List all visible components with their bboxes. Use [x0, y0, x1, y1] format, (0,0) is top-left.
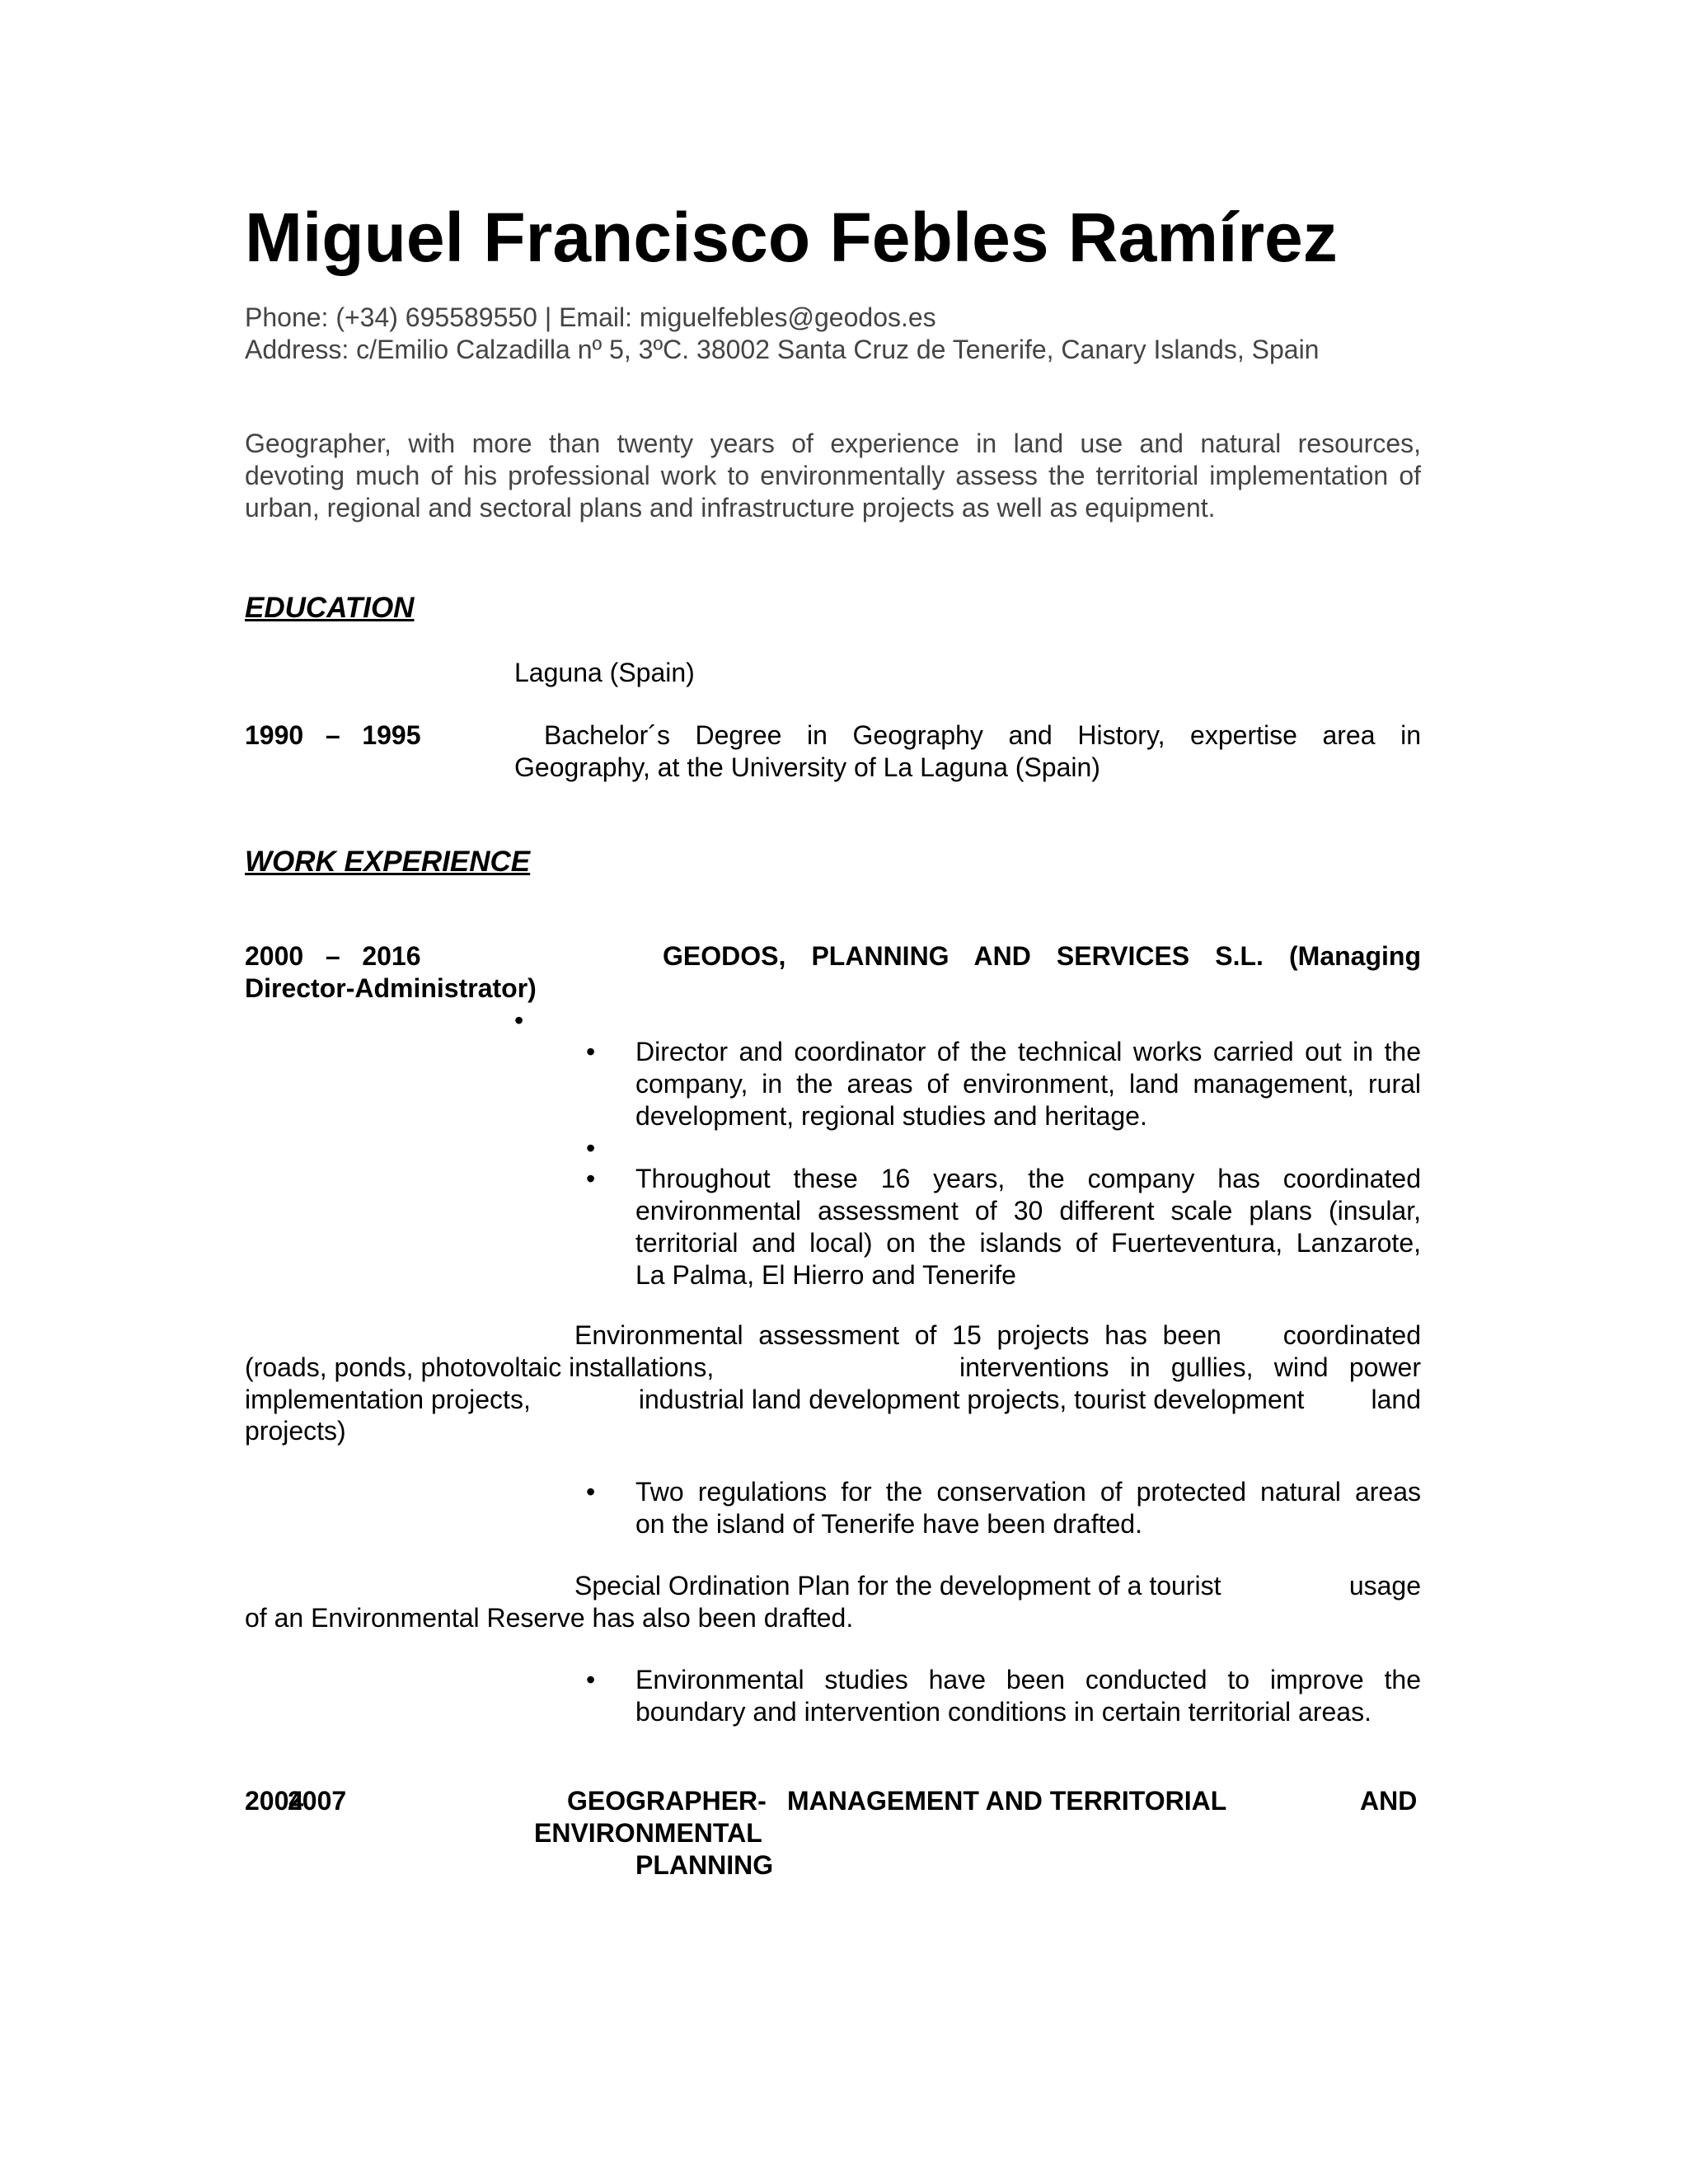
- bullet-line: boundary and intervention conditions in certain territorial areas.: [635, 1697, 1372, 1727]
- paragraph-line: of an Environmental Reserve has also been drafted.: [245, 1603, 854, 1633]
- bullet-line: company, in the areas of environment, land management, rural: [635, 1069, 1421, 1099]
- bullet-line: Throughout these 16 years, the company has coordinated: [635, 1164, 1421, 1193]
- job2-years-end: 2007: [288, 1786, 347, 1816]
- job2-title-part: AND: [1360, 1786, 1418, 1816]
- paragraph-line-segment: industrial land development projects, tourist development: [638, 1385, 1305, 1414]
- summary-line: devoting much of his professional work to environmentally assess the territorial implementation of: [245, 461, 1421, 490]
- paragraph-line: Environmental assessment of 15 projects has been coordinated: [574, 1320, 1421, 1350]
- summary-paragraph: [245, 428, 1421, 524]
- education-entry: [514, 719, 1421, 784]
- job1-years: 2000 – 2016: [245, 941, 421, 971]
- bullet-marker: •: [586, 1133, 596, 1163]
- job2-title-part: GEOGRAPHER-: [567, 1786, 767, 1816]
- summary-line: Geographer, with more than twenty years of experience in land use and natural resources,: [245, 429, 1421, 458]
- summary-line: urban, regional and sectoral plans and infrastructure projects as well as equipment.: [245, 493, 1216, 523]
- job2-years-start: 2004: [245, 1786, 304, 1816]
- bullet-line: Director and coordinator of the technical works carried out in the: [635, 1037, 1421, 1066]
- bullet-marker: •: [586, 1164, 596, 1193]
- paragraph-line: projects): [245, 1416, 346, 1446]
- education-entry-line: Geography, at the University of La Laguna (Spain): [514, 752, 1100, 782]
- job1-paragraph-1: [245, 1319, 1421, 1352]
- education-heading: EDUCATION: [245, 592, 415, 624]
- job1-bullet-1: [635, 1036, 1421, 1132]
- job1-title-text: GEODOS, PLANNING AND SERVICES S.L. (Managing: [663, 941, 1421, 971]
- job2-title-part: ENVIRONMENTAL: [534, 1818, 762, 1848]
- paragraph-line-segment: interventions in gullies, wind power: [959, 1352, 1421, 1382]
- bullet-line: Two regulations for the conservation of protected natural areas: [635, 1477, 1421, 1507]
- job1-bullet-2: [635, 1163, 1421, 1291]
- job1-bullet-4: [635, 1664, 1421, 1728]
- education-entry-line: Bachelor´s Degree in Geography and History, expertise area in: [544, 720, 1421, 750]
- paragraph-line-segment: usage: [1348, 1571, 1421, 1601]
- bullet-line: on the island of Tenerife have been drafted.: [635, 1509, 1142, 1539]
- paragraph-line-segment: implementation projects,: [245, 1385, 531, 1414]
- paragraph-line: [245, 1352, 1421, 1384]
- bullet-marker: •: [586, 1037, 596, 1066]
- bullet-line: territorial and local) on the islands of Fuerteventura, Lanzarote,: [635, 1228, 1421, 1258]
- job1-title-line: [663, 940, 1421, 972]
- bullet-marker: •: [514, 1005, 524, 1035]
- address-line: Address: c/Emilio Calzadilla nº 5, 3ºC. 38002 Santa Cruz de Tenerife, Canary Islands, Spain: [245, 335, 1320, 364]
- bullet-line: La Palma, El Hierro and Tenerife: [635, 1260, 1016, 1290]
- bullet-line: environmental assessment of 30 different scale plans (insular,: [635, 1196, 1421, 1226]
- job2-title-part: PLANNING: [635, 1850, 774, 1880]
- bullet-marker: •: [586, 1477, 596, 1507]
- bullet-marker: •: [586, 1665, 596, 1694]
- paragraph-line-segment: (roads, ponds, photovoltaic installations,: [245, 1352, 715, 1382]
- candidate-name: Miguel Francisco Febles Ramírez: [245, 199, 1338, 276]
- job1-title-continued: Director-Administrator): [245, 973, 537, 1003]
- bullet-line: development, regional studies and heritage.: [635, 1101, 1147, 1131]
- education-years: 1990 – 1995: [245, 720, 421, 750]
- job2-title-part: MANAGEMENT AND TERRITORIAL: [787, 1786, 1227, 1816]
- paragraph-line: [245, 1570, 1421, 1602]
- paragraph-line-segment: land: [1371, 1385, 1421, 1414]
- job1-bullet-3: [635, 1476, 1421, 1540]
- education-orphan-line: Laguna (Spain): [514, 658, 695, 687]
- work-heading: WORK EXPERIENCE: [245, 846, 531, 878]
- paragraph-line-segment: Special Ordination Plan for the development of a tourist: [574, 1571, 1221, 1601]
- bullet-line: Environmental studies have been conducted to improve the: [635, 1665, 1421, 1694]
- paragraph-line: [245, 1384, 1421, 1416]
- contact-line: Phone: (+34) 695589550 | Email: miguelfebles@geodos.es: [245, 302, 936, 332]
